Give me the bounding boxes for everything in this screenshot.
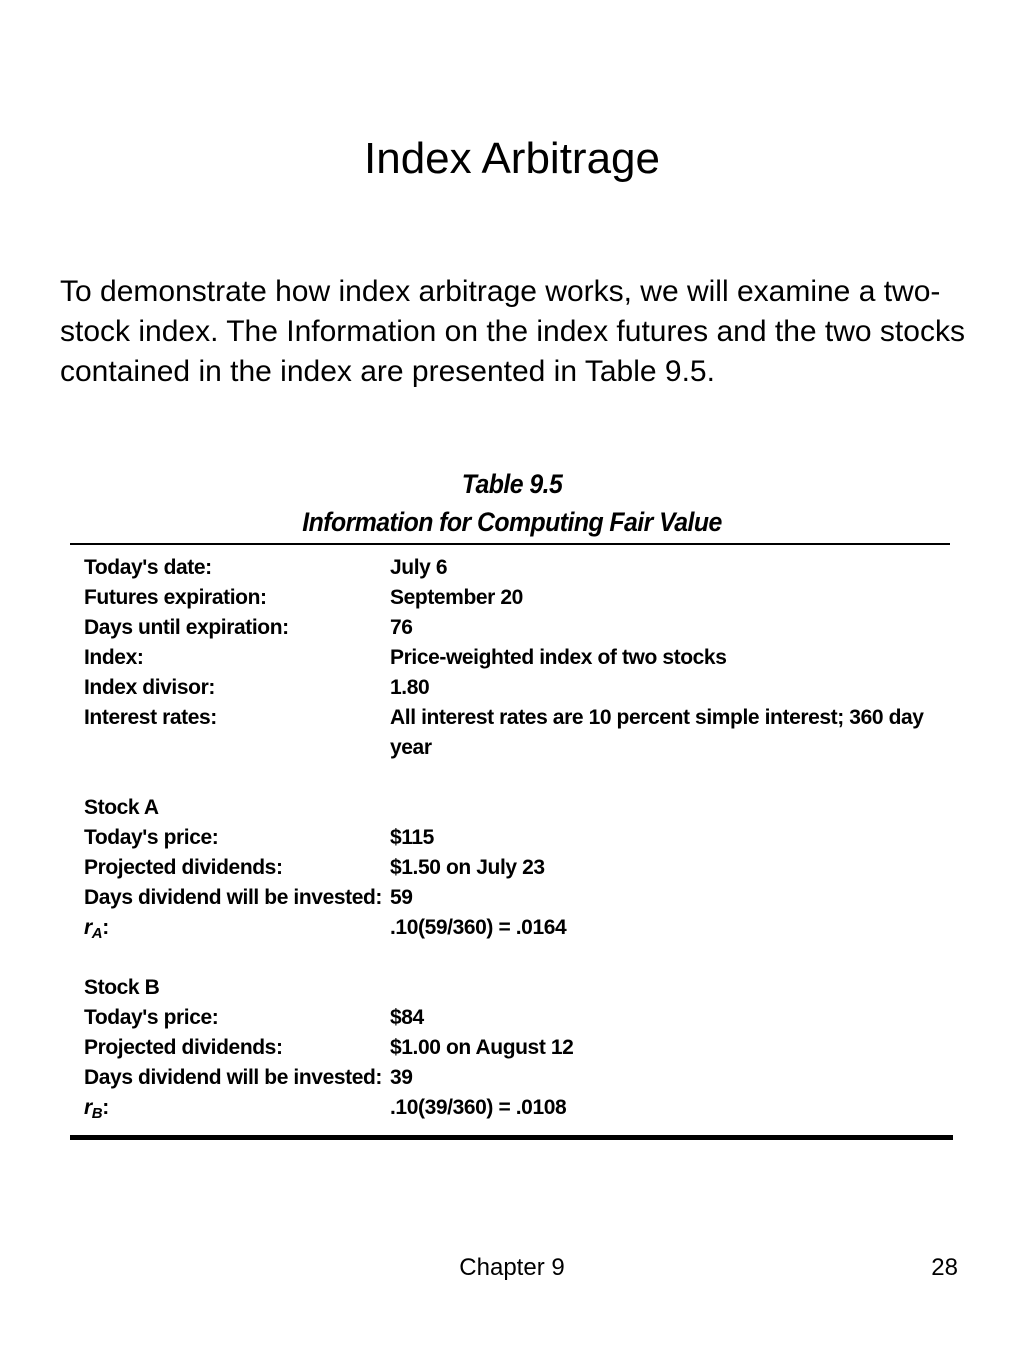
page-number: 28 bbox=[931, 1254, 958, 1281]
row-label: Index divisor: bbox=[84, 676, 215, 699]
spacer-row bbox=[84, 763, 924, 793]
table-row bbox=[84, 913, 924, 943]
row-value: $115 bbox=[390, 826, 434, 849]
table-row bbox=[84, 553, 924, 583]
table-row bbox=[84, 1033, 924, 1063]
rate-b-value: .10(39/360) = .0108 bbox=[390, 1096, 567, 1119]
row-value: 59 bbox=[390, 886, 413, 909]
row-label: Days dividend will be invested: bbox=[84, 1066, 383, 1089]
row-label: Today's date: bbox=[84, 556, 212, 579]
row-value: July 6 bbox=[390, 556, 448, 579]
table-row bbox=[84, 583, 924, 613]
intro-paragraph: To demonstrate how index arbitrage works, we will examine a two-stock index. The Information on the index futures and the two stocks contained in the index are presented in Table 9.5. bbox=[60, 275, 965, 388]
table-bottom-rule bbox=[70, 1135, 953, 1140]
rate-a-value: .10(59/360) = .0164 bbox=[390, 916, 567, 939]
footer-chapter: Chapter 9 bbox=[459, 1254, 565, 1281]
row-value: All interest rates are 10 percent simple interest; 360 day year bbox=[390, 706, 924, 759]
row-label: Today's price: bbox=[84, 1006, 219, 1029]
table-row bbox=[84, 1093, 924, 1123]
row-value: Price-weighted index of two stocks bbox=[390, 646, 727, 669]
rate-symbol: r bbox=[84, 1096, 92, 1119]
row-label: Interest rates: bbox=[84, 706, 217, 729]
page-title: Index Arbitrage bbox=[364, 134, 660, 183]
table-row bbox=[84, 1063, 924, 1093]
row-label: Index: bbox=[84, 646, 144, 669]
table-top-rule bbox=[70, 543, 950, 545]
table-number: Table 9.5 bbox=[461, 469, 563, 499]
table-row bbox=[84, 613, 924, 643]
row-label: Projected dividends: bbox=[84, 1036, 283, 1059]
rate-b-label bbox=[84, 1093, 390, 1123]
row-label: Days until expiration: bbox=[84, 616, 289, 639]
row-label: Futures expiration: bbox=[84, 586, 267, 609]
row-label: Days dividend will be invested: bbox=[84, 886, 383, 909]
row-value: $1.50 on July 23 bbox=[390, 856, 545, 879]
table-row bbox=[84, 1003, 924, 1033]
rate-symbol: r bbox=[84, 916, 92, 939]
rate-a-label bbox=[84, 913, 390, 943]
row-value: $1.00 on August 12 bbox=[390, 1036, 574, 1059]
spacer-row bbox=[84, 943, 924, 973]
section-heading-row bbox=[84, 973, 924, 1003]
rate-colon: : bbox=[102, 1096, 109, 1119]
row-value: 76 bbox=[390, 616, 413, 639]
row-value: September 20 bbox=[390, 586, 523, 609]
table-title: Information for Computing Fair Value bbox=[302, 507, 722, 537]
rate-subscript: B bbox=[91, 1105, 103, 1122]
table-row bbox=[84, 703, 924, 763]
table-caption bbox=[41, 465, 983, 541]
row-label: Today's price: bbox=[84, 826, 219, 849]
stock-a-heading: Stock A bbox=[84, 796, 159, 819]
row-value: $84 bbox=[390, 1006, 424, 1029]
rate-colon: : bbox=[102, 916, 109, 939]
section-heading-row bbox=[84, 793, 924, 823]
row-value: 39 bbox=[390, 1066, 413, 1089]
table-row bbox=[84, 673, 924, 703]
table-row bbox=[84, 853, 924, 883]
stock-b-heading: Stock B bbox=[84, 976, 160, 999]
row-value: 1.80 bbox=[390, 676, 430, 699]
rate-subscript: A bbox=[91, 925, 103, 942]
table-row bbox=[84, 643, 924, 673]
fair-value-table bbox=[84, 553, 924, 1123]
table-row bbox=[84, 883, 924, 913]
row-label: Projected dividends: bbox=[84, 856, 283, 879]
table-row bbox=[84, 823, 924, 853]
